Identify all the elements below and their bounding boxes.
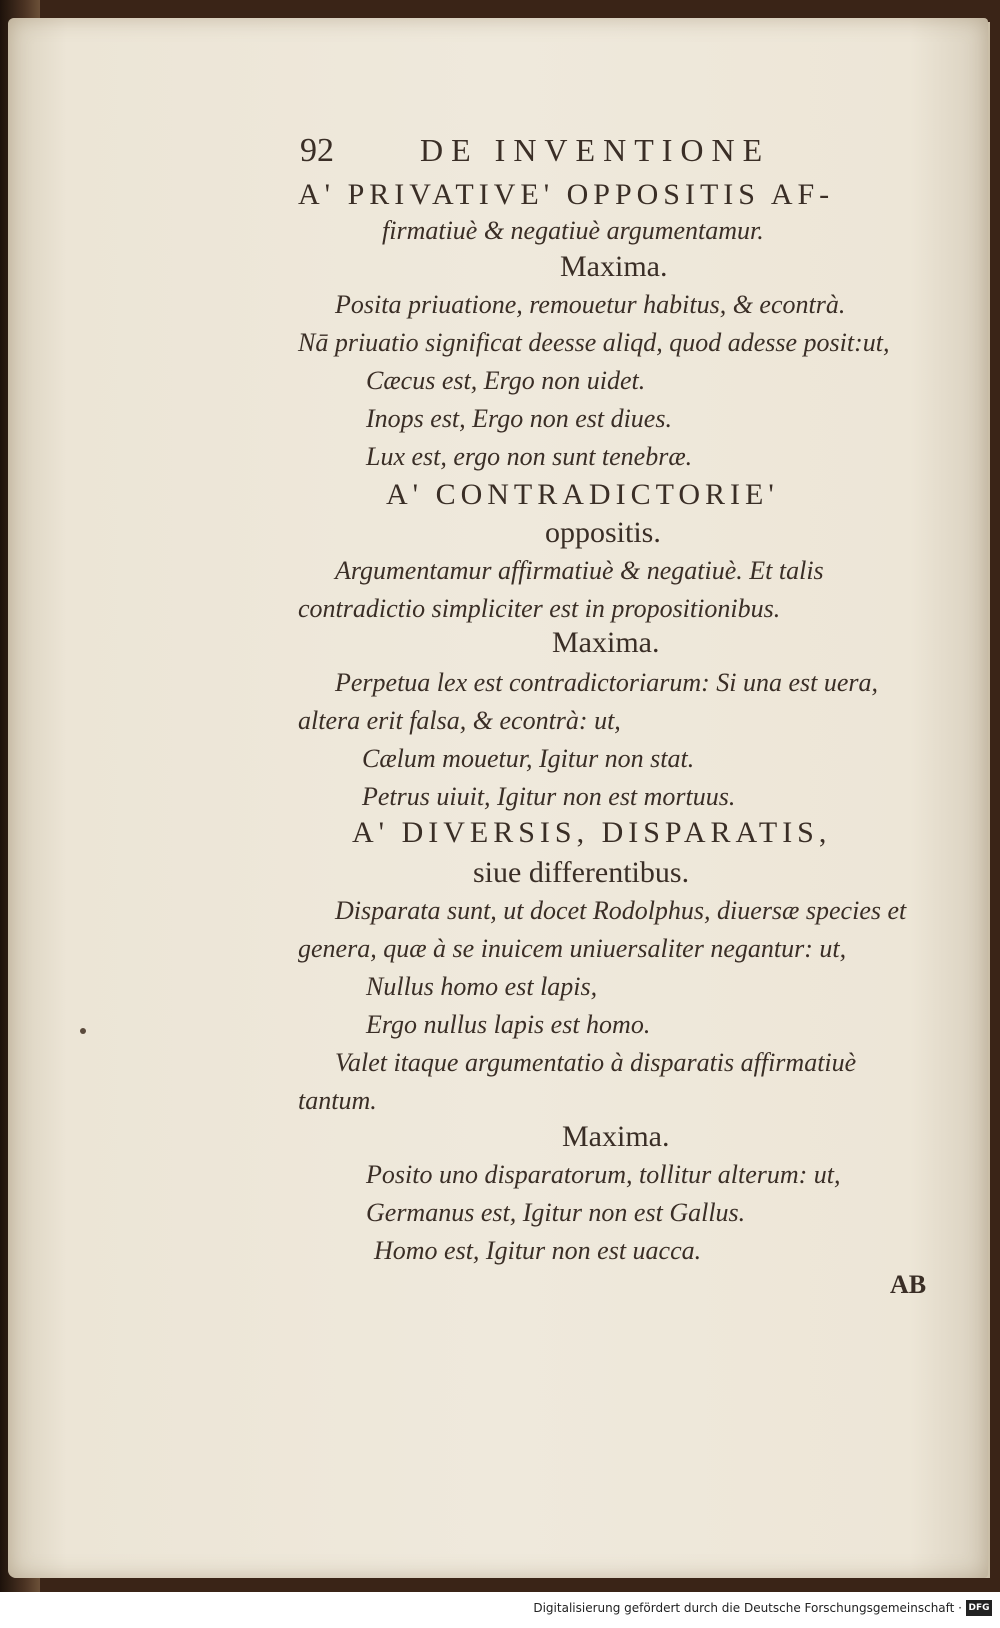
text-line: genera, quæ à se inuicem uniuersaliter negantur: ut, — [298, 934, 847, 963]
section-heading: A' CONTRADICTORIE' — [386, 478, 779, 511]
text-line: Nā priuatio significat deesse aliqd, quod adesse posit:ut, — [298, 328, 890, 357]
example-line: Ergo nullus lapis est homo. — [366, 1010, 651, 1039]
example-line: Lux est, ergo non sunt tenebræ. — [366, 442, 693, 471]
example-line: Cælum mouetur, Igitur non stat. — [362, 744, 695, 773]
dfg-logo-icon: DFG — [966, 1600, 992, 1616]
text-line: altera erit falsa, & econtrà: ut, — [298, 706, 621, 735]
section-heading: A' PRIVATIVE' OPPOSITIS AF- — [298, 178, 835, 211]
text-line: Argumentamur affirmatiuè & negatiuè. Et talis — [335, 556, 824, 585]
text-line: Valet itaque argumentatio à disparatis affirmatiuè — [335, 1048, 857, 1077]
example-line: Petrus uiuit, Igitur non est mortuus. — [362, 782, 736, 811]
example-line: Homo est, Igitur non est uacca. — [374, 1236, 702, 1265]
text-line: tantum. — [298, 1086, 377, 1115]
example-line: Nullus homo est lapis, — [366, 972, 598, 1001]
running-head: DE INVENTIONE — [420, 132, 771, 168]
text-line: Posito uno disparatorum, tollitur alterum: ut, — [366, 1160, 841, 1189]
example-line: Germanus est, Igitur non est Gallus. — [366, 1198, 746, 1227]
catchword: AB — [890, 1270, 927, 1299]
ink-spot — [80, 1028, 86, 1034]
example-line: Cæcus est, Ergo non uidet. — [366, 366, 646, 395]
example-line: Inops est, Ergo non est diues. — [366, 404, 672, 433]
text-line: Posita priuatione, remouetur habitus, & econtrà. — [335, 290, 846, 319]
funding-credit: Digitalisierung gefördert durch die Deutsche Forschungsgemeinschaft · — [533, 1601, 962, 1615]
folio-number: 92 — [300, 132, 334, 169]
maxima-label: Maxima. — [552, 626, 660, 659]
section-heading-cont: oppositis. — [545, 516, 661, 549]
maxima-label: Maxima. — [560, 250, 668, 283]
footer-bar — [0, 1592, 1000, 1628]
section-heading: A' DIVERSIS, DISPARATIS, — [352, 816, 832, 849]
section-heading-cont: siue differentibus. — [473, 856, 690, 889]
text-line: Perpetua lex est contradictoriarum: Si una est uera, — [335, 668, 879, 697]
section-heading-cont: firmatiuè & negatiuè argumentamur. — [382, 216, 764, 245]
text-line: contradictio simpliciter est in propositionibus. — [298, 594, 781, 623]
maxima-label: Maxima. — [562, 1120, 670, 1153]
text-line: Disparata sunt, ut docet Rodolphus, diuersæ species et — [335, 896, 907, 925]
